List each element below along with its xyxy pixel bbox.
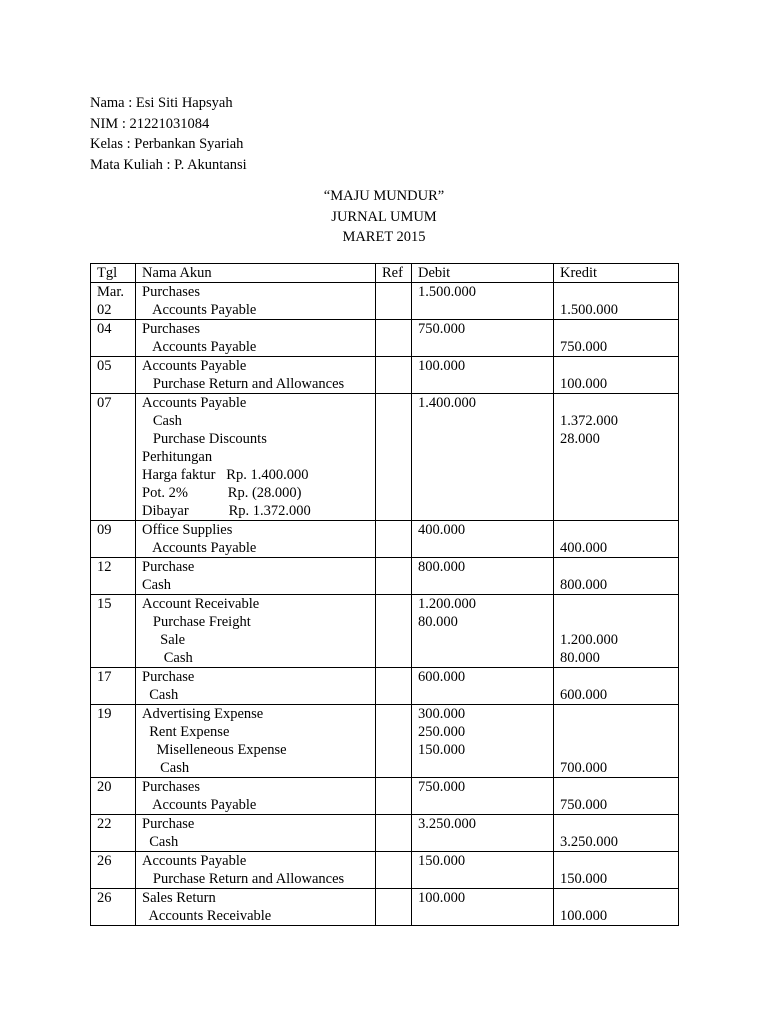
cell-kredit-line — [560, 466, 678, 484]
cell-kredit-line: 100.000 — [560, 376, 608, 392]
cell-debit-line — [418, 484, 553, 502]
cell-tgl — [91, 852, 136, 889]
cell-nama-akun-line: Sale — [142, 632, 186, 648]
cell-debit — [412, 394, 554, 521]
table-row — [91, 595, 679, 668]
cell-tgl — [91, 595, 136, 668]
cell-kredit-line: 3.250.000 — [560, 834, 618, 850]
table-row — [91, 852, 679, 889]
student-class: Kelas : Perbankan Syariah — [90, 136, 244, 152]
cell-debit — [412, 320, 554, 357]
student-nim: NIM : 21221031084 — [90, 115, 210, 132]
cell-nama-akun — [136, 558, 376, 595]
header-debit: Debit — [412, 264, 554, 283]
cell-nama-akun-line: Harga faktur Rp. 1.400.000 — [142, 467, 309, 483]
cell-debit-line — [418, 301, 553, 319]
cell-ref — [376, 705, 412, 778]
cell-debit — [412, 778, 554, 815]
cell-nama-akun-line: Miselleneous Expense — [142, 742, 287, 758]
cell-debit — [412, 815, 554, 852]
cell-tgl-line: 02 — [97, 302, 112, 318]
cell-nama-akun — [136, 668, 376, 705]
cell-debit — [412, 668, 554, 705]
header-tgl: Tgl — [91, 264, 136, 283]
cell-kredit-line: 1.372.000 — [560, 413, 618, 429]
cell-kredit — [554, 815, 679, 852]
document-title-block — [0, 186, 768, 248]
cell-debit-line: 600.000 — [418, 669, 466, 685]
cell-nama-akun-line: Accounts Payable — [142, 540, 257, 556]
cell-nama-akun-line: Cash — [142, 687, 179, 703]
cell-debit-line: 400.000 — [418, 522, 466, 538]
cell-nama-akun-line: Rent Expense — [142, 724, 230, 740]
cell-kredit-line: 100.000 — [560, 908, 608, 924]
cell-debit — [412, 595, 554, 668]
journal-title: JURNAL UMUM — [331, 208, 437, 225]
cell-debit-line — [418, 448, 553, 466]
cell-debit-line: 1.500.000 — [418, 284, 476, 300]
cell-nama-akun-line: Cash — [142, 650, 193, 666]
cell-debit-line — [418, 502, 553, 520]
cell-kredit-line — [560, 889, 678, 907]
cell-kredit-line — [560, 852, 678, 870]
cell-debit — [412, 889, 554, 926]
table-row — [91, 394, 679, 521]
journal-period: MARET 2015 — [342, 229, 426, 245]
cell-debit-line: 250.000 — [418, 724, 466, 740]
cell-nama-akun — [136, 521, 376, 558]
cell-debit-line — [418, 870, 553, 888]
cell-nama-akun-line: Accounts Payable — [142, 339, 257, 355]
cell-nama-akun-line: Purchase Freight — [142, 614, 251, 630]
cell-debit-line: 300.000 — [418, 706, 466, 722]
cell-ref — [376, 394, 412, 521]
cell-tgl — [91, 705, 136, 778]
cell-nama-akun-line: Purchase Discounts — [142, 431, 267, 447]
cell-ref — [376, 283, 412, 320]
cell-kredit — [554, 595, 679, 668]
cell-kredit-line — [560, 448, 678, 466]
cell-kredit-line — [560, 723, 678, 741]
cell-debit-line — [418, 833, 553, 851]
table-row — [91, 283, 679, 320]
table-row — [91, 558, 679, 595]
cell-ref — [376, 558, 412, 595]
cell-kredit — [554, 778, 679, 815]
cell-debit-line — [418, 796, 553, 814]
cell-debit — [412, 852, 554, 889]
cell-kredit-line: 400.000 — [560, 540, 608, 556]
cell-kredit-line — [560, 705, 678, 723]
header-ref: Ref — [376, 264, 412, 283]
cell-kredit-line — [560, 741, 678, 759]
cell-nama-akun-line: Purchases — [142, 321, 200, 337]
cell-nama-akun — [136, 320, 376, 357]
cell-nama-akun — [136, 595, 376, 668]
course-name: Mata Kuliah : P. Akuntansi — [90, 156, 247, 173]
cell-tgl — [91, 320, 136, 357]
cell-debit — [412, 558, 554, 595]
cell-nama-akun-line: Purchases — [142, 779, 200, 795]
cell-debit-line — [418, 466, 553, 484]
cell-debit-line — [418, 686, 553, 704]
general-journal-table — [90, 263, 679, 926]
cell-nama-akun-line: Accounts Payable — [142, 358, 247, 374]
cell-debit — [412, 705, 554, 778]
table-row — [91, 357, 679, 394]
cell-nama-akun-line: Sales Return — [142, 890, 216, 906]
cell-kredit-line — [560, 484, 678, 502]
cell-debit-line: 1.200.000 — [418, 596, 476, 612]
cell-nama-akun — [136, 815, 376, 852]
table-row — [91, 778, 679, 815]
cell-tgl-line: 04 — [97, 321, 112, 337]
cell-tgl — [91, 357, 136, 394]
cell-debit-line — [418, 759, 553, 777]
cell-kredit — [554, 558, 679, 595]
table-row — [91, 705, 679, 778]
cell-tgl-line: 19 — [97, 706, 112, 722]
cell-kredit — [554, 320, 679, 357]
cell-nama-akun-line: Office Supplies — [142, 522, 233, 538]
cell-nama-akun-line: Accounts Receivable — [142, 908, 272, 924]
cell-kredit — [554, 357, 679, 394]
cell-nama-akun — [136, 394, 376, 521]
cell-tgl — [91, 283, 136, 320]
cell-nama-akun-line: Purchase — [142, 669, 195, 685]
cell-nama-akun-line: Cash — [142, 760, 190, 776]
cell-debit-line — [418, 576, 553, 594]
cell-ref — [376, 852, 412, 889]
cell-debit-line — [418, 539, 553, 557]
cell-tgl-line: 15 — [97, 596, 112, 612]
student-name: Nama : Esi Siti Hapsyah — [90, 95, 233, 111]
cell-kredit — [554, 521, 679, 558]
cell-debit-line: 750.000 — [418, 321, 466, 337]
cell-kredit-line: 1.200.000 — [560, 632, 618, 648]
cell-kredit-line — [560, 320, 678, 338]
cell-debit — [412, 521, 554, 558]
cell-nama-akun-line: Purchases — [142, 284, 200, 300]
cell-tgl-line: 20 — [97, 779, 112, 795]
cell-tgl — [91, 394, 136, 521]
cell-kredit — [554, 394, 679, 521]
cell-kredit-line — [560, 357, 678, 375]
cell-kredit — [554, 889, 679, 926]
cell-debit-line — [418, 907, 553, 925]
cell-tgl-line: 12 — [97, 559, 112, 575]
cell-nama-akun — [136, 357, 376, 394]
cell-nama-akun-line: Cash — [142, 577, 171, 593]
cell-ref — [376, 521, 412, 558]
table-header-row — [91, 264, 679, 283]
cell-nama-akun-line: Perhitungan — [142, 449, 213, 465]
header-nama-akun: Nama Akun — [136, 264, 376, 283]
cell-debit-line: 150.000 — [418, 742, 466, 758]
cell-tgl — [91, 815, 136, 852]
student-info — [90, 93, 247, 175]
cell-debit-line: 80.000 — [418, 614, 458, 630]
cell-nama-akun-line: Cash — [142, 413, 182, 429]
cell-tgl-line: 26 — [97, 890, 112, 906]
cell-nama-akun-line: Accounts Payable — [142, 853, 247, 869]
table-row — [91, 320, 679, 357]
cell-kredit-line — [560, 668, 678, 686]
cell-kredit-line: 1.500.000 — [560, 302, 618, 318]
cell-debit-line: 750.000 — [418, 779, 466, 795]
cell-ref — [376, 595, 412, 668]
cell-nama-akun-line: Purchase Return and Allowances — [142, 376, 345, 392]
cell-tgl-line: 09 — [97, 522, 112, 538]
cell-kredit-line: 600.000 — [560, 687, 608, 703]
cell-debit-line: 3.250.000 — [418, 816, 476, 832]
cell-debit-line — [418, 430, 553, 448]
cell-nama-akun-line: Cash — [142, 834, 179, 850]
cell-nama-akun — [136, 889, 376, 926]
cell-nama-akun — [136, 852, 376, 889]
cell-nama-akun-line: Purchase — [142, 559, 195, 575]
cell-nama-akun-line: Accounts Payable — [142, 797, 257, 813]
cell-kredit — [554, 283, 679, 320]
cell-debit-line — [418, 412, 553, 430]
cell-kredit-line: 700.000 — [560, 760, 608, 776]
company-name: “MAJU MUNDUR” — [323, 188, 445, 204]
cell-tgl — [91, 889, 136, 926]
cell-kredit-line — [560, 521, 678, 539]
cell-tgl-line: 05 — [97, 358, 112, 374]
cell-kredit-line: 800.000 — [560, 577, 608, 593]
cell-kredit — [554, 852, 679, 889]
cell-ref — [376, 668, 412, 705]
table-row — [91, 815, 679, 852]
cell-ref — [376, 357, 412, 394]
cell-kredit — [554, 668, 679, 705]
cell-nama-akun — [136, 283, 376, 320]
cell-tgl-line: 26 — [97, 853, 112, 869]
cell-tgl-line: 17 — [97, 669, 112, 685]
cell-kredit-line: 80.000 — [560, 650, 600, 666]
cell-debit-line: 1.400.000 — [418, 395, 476, 411]
cell-debit-line: 150.000 — [418, 853, 466, 869]
cell-kredit-line — [560, 778, 678, 796]
cell-kredit-line — [560, 283, 678, 301]
cell-debit-line: 100.000 — [418, 890, 466, 906]
cell-kredit-line: 750.000 — [560, 797, 608, 813]
cell-nama-akun — [136, 778, 376, 815]
cell-nama-akun-line: Advertising Expense — [142, 706, 264, 722]
header-kredit: Kredit — [554, 264, 679, 283]
cell-ref — [376, 778, 412, 815]
cell-debit-line — [418, 649, 553, 667]
cell-nama-akun-line: Account Receivable — [142, 596, 260, 612]
table-row — [91, 521, 679, 558]
cell-kredit-line — [560, 613, 678, 631]
cell-debit-line: 800.000 — [418, 559, 466, 575]
cell-tgl-line: 07 — [97, 395, 112, 411]
cell-kredit-line — [560, 502, 678, 520]
table-row — [91, 889, 679, 926]
table-row — [91, 668, 679, 705]
cell-nama-akun-line: Accounts Payable — [142, 395, 247, 411]
cell-nama-akun-line: Purchase — [142, 816, 195, 832]
cell-tgl — [91, 521, 136, 558]
cell-ref — [376, 889, 412, 926]
journal-body — [91, 283, 679, 926]
cell-kredit-line: 150.000 — [560, 871, 608, 887]
cell-nama-akun-line: Dibayar Rp. 1.372.000 — [142, 503, 311, 519]
cell-kredit-line — [560, 394, 678, 412]
cell-debit — [412, 357, 554, 394]
cell-ref — [376, 815, 412, 852]
cell-tgl — [91, 668, 136, 705]
cell-kredit-line — [560, 595, 678, 613]
cell-tgl-line: Mar. — [97, 284, 124, 300]
cell-kredit-line — [560, 815, 678, 833]
cell-nama-akun-line: Accounts Payable — [142, 302, 257, 318]
cell-tgl-line: 22 — [97, 816, 112, 832]
cell-debit — [412, 283, 554, 320]
cell-kredit — [554, 705, 679, 778]
cell-nama-akun — [136, 705, 376, 778]
cell-tgl — [91, 558, 136, 595]
cell-nama-akun-line: Pot. 2% Rp. (28.000) — [142, 485, 302, 501]
cell-ref — [376, 320, 412, 357]
cell-debit-line — [418, 375, 553, 393]
cell-kredit-line: 28.000 — [560, 431, 600, 447]
cell-kredit-line: 750.000 — [560, 339, 608, 355]
cell-debit-line — [418, 338, 553, 356]
cell-tgl — [91, 778, 136, 815]
cell-nama-akun-line: Purchase Return and Allowances — [142, 871, 345, 887]
cell-debit-line — [418, 631, 553, 649]
cell-debit-line: 100.000 — [418, 358, 466, 374]
cell-kredit-line — [560, 558, 678, 576]
